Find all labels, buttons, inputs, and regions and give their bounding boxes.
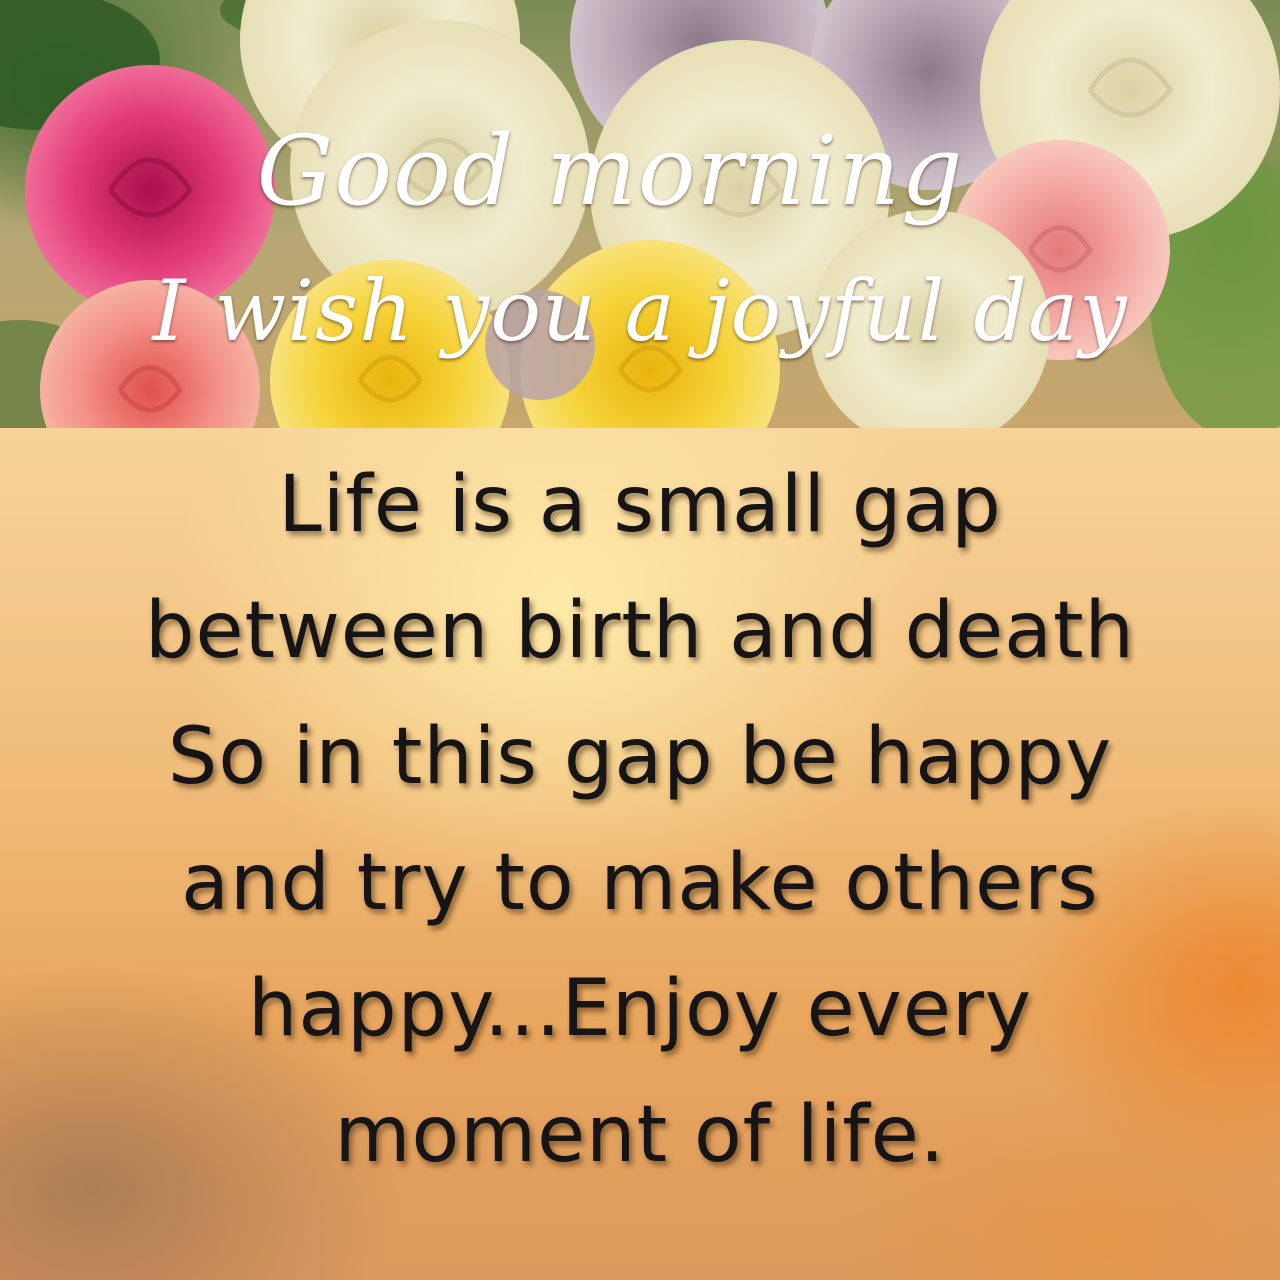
quote-line: between birth and death <box>144 586 1135 676</box>
quote-line: So in this gap be happy <box>167 712 1113 802</box>
greeting-subtitle: I wish you a joyful day <box>152 262 1128 360</box>
quote-line: happy...Enjoy every <box>247 964 1033 1054</box>
quote-panel <box>0 428 1280 1280</box>
quote-line: moment of life. <box>334 1090 946 1180</box>
flower-photo <box>0 0 1280 428</box>
quote-text <box>0 442 1280 1198</box>
quote-line: Life is a small gap <box>278 460 1002 550</box>
greeting-title: Good morning <box>256 115 964 227</box>
quote-line: and try to make others <box>181 838 1099 928</box>
